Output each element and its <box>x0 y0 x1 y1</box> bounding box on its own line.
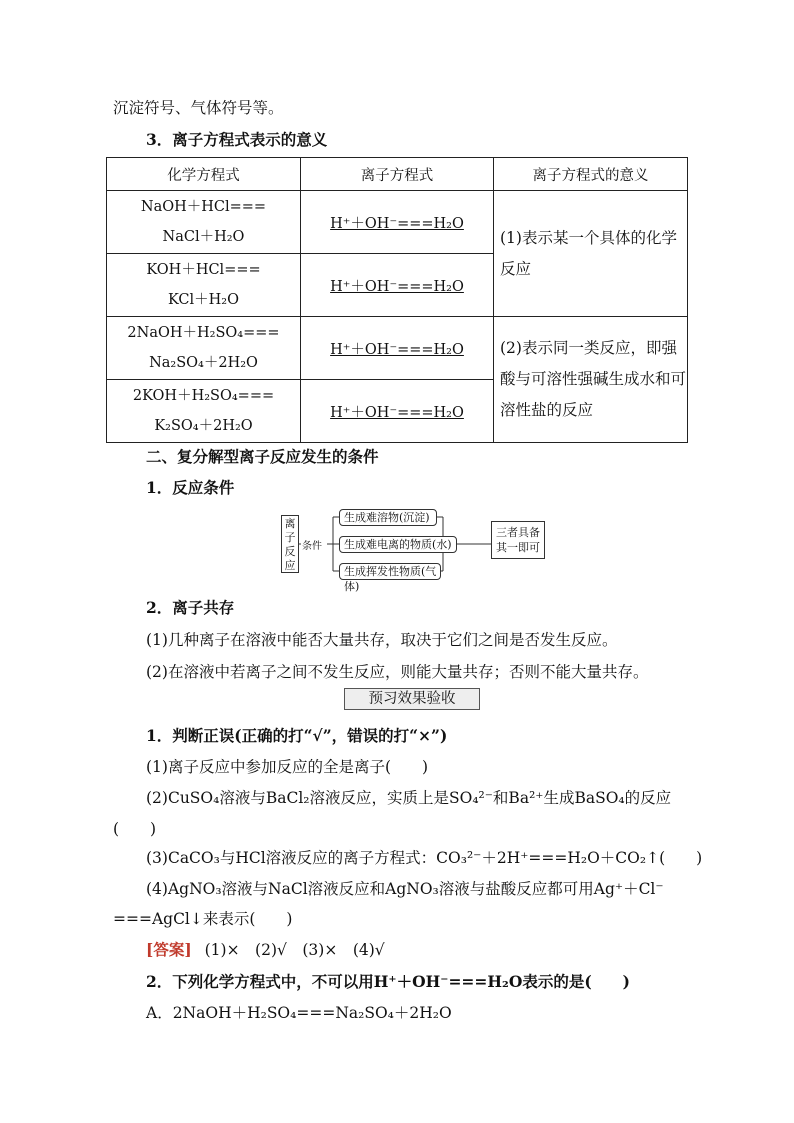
answer-text: (1)× (2)√ (3)× (4)√ <box>204 941 385 959</box>
question1-item: (4)AgNO₃溶液与NaCl溶液反应和AgNO₃溶液与盐酸反应都可用Ag⁺＋Cl⁻ <box>146 880 664 898</box>
ionic-equation-cell: H⁺＋OH⁻===H₂O <box>301 380 494 443</box>
question1-item: (1)离子反应中参加反应的全是离子( ) <box>146 758 429 776</box>
section3-title: 3．离子方程式表示的意义 <box>146 130 328 149</box>
meaning-cell: (2)表示同一类反应，即强酸与可溶性强碱生成水和可溶性盐的反应 <box>494 317 688 443</box>
ion-reaction-box: 离子反应 <box>281 515 299 573</box>
chem-equation-cell: KOH＋HCl=== KCl＋H₂O <box>107 254 301 317</box>
sub2-title: 2．离子共存 <box>146 598 235 617</box>
table-header: 离子方程式的意义 <box>494 158 688 191</box>
part2-title: 二、复分解型离子反应发生的条件 <box>146 447 379 466</box>
question1-title: 1．判断正误(正确的打“√”，错误的打“×”) <box>146 726 448 745</box>
answer-label: [答案] <box>146 940 192 959</box>
ionic-equation-cell: H⁺＋OH⁻===H₂O <box>301 317 494 380</box>
condition-item: 生成难溶物(沉淀) <box>339 509 437 526</box>
condition-item: 生成挥发性物质(气体) <box>339 563 441 580</box>
question1-item: (3)CaCO₃与HCl溶液反应的离子方程式：CO₃²⁻＋2H⁺===H₂O＋CO₂↑( ) <box>146 849 703 867</box>
chem-equation-cell: NaOH＋HCl=== NaCl＋H₂O <box>107 191 301 254</box>
question1-item: ( ) <box>113 820 157 838</box>
section-banner: 预习效果验收 <box>344 688 480 710</box>
coexist-rule-1: (1)几种离子在溶液中能否大量共存，取决于它们之间是否发生反应。 <box>146 631 618 649</box>
ionic-equation-cell: H⁺＋OH⁻===H₂O <box>301 191 494 254</box>
condition-label: 条件 <box>302 541 322 552</box>
result-box: 三者具备其一即可 <box>491 521 545 559</box>
intro-line: 沉淀符号、气体符号等。 <box>113 99 284 117</box>
ionic-equation-cell: H⁺＋OH⁻===H₂O <box>301 254 494 317</box>
sub1-title: 1．反应条件 <box>146 478 235 497</box>
condition-item: 生成难电离的物质(水) <box>339 536 457 553</box>
table-row <box>107 191 688 254</box>
table-row <box>107 317 688 380</box>
ionic-equation-table <box>106 157 688 443</box>
answer-line <box>146 938 385 960</box>
chem-equation-cell: 2NaOH＋H₂SO₄=== Na₂SO₄＋2H₂O <box>107 317 301 380</box>
question2-title: 2．下列化学方程式中，不可以用H⁺＋OH⁻===H₂O表示的是( ) <box>146 972 631 991</box>
chem-equation-cell: 2KOH＋H₂SO₄=== K₂SO₄＋2H₂O <box>107 380 301 443</box>
table-header: 离子方程式 <box>301 158 494 191</box>
meaning-cell: (1)表示某一个具体的化学反应 <box>494 191 688 317</box>
question1-item: (2)CuSO₄溶液与BaCl₂溶液反应，实质上是SO₄²⁻和Ba²⁺生成BaSO₄的反应 <box>146 789 672 807</box>
reaction-condition-diagram <box>281 507 545 593</box>
table-header: 化学方程式 <box>107 158 301 191</box>
table-header-row <box>107 158 688 191</box>
question2-option-a: A．2NaOH＋H₂SO₄===Na₂SO₄＋2H₂O <box>146 1004 452 1022</box>
coexist-rule-2: (2)在溶液中若离子之间不发生反应，则能大量共存；否则不能大量共存。 <box>146 663 649 681</box>
question1-item: ===AgCl↓来表示( ) <box>113 910 293 928</box>
